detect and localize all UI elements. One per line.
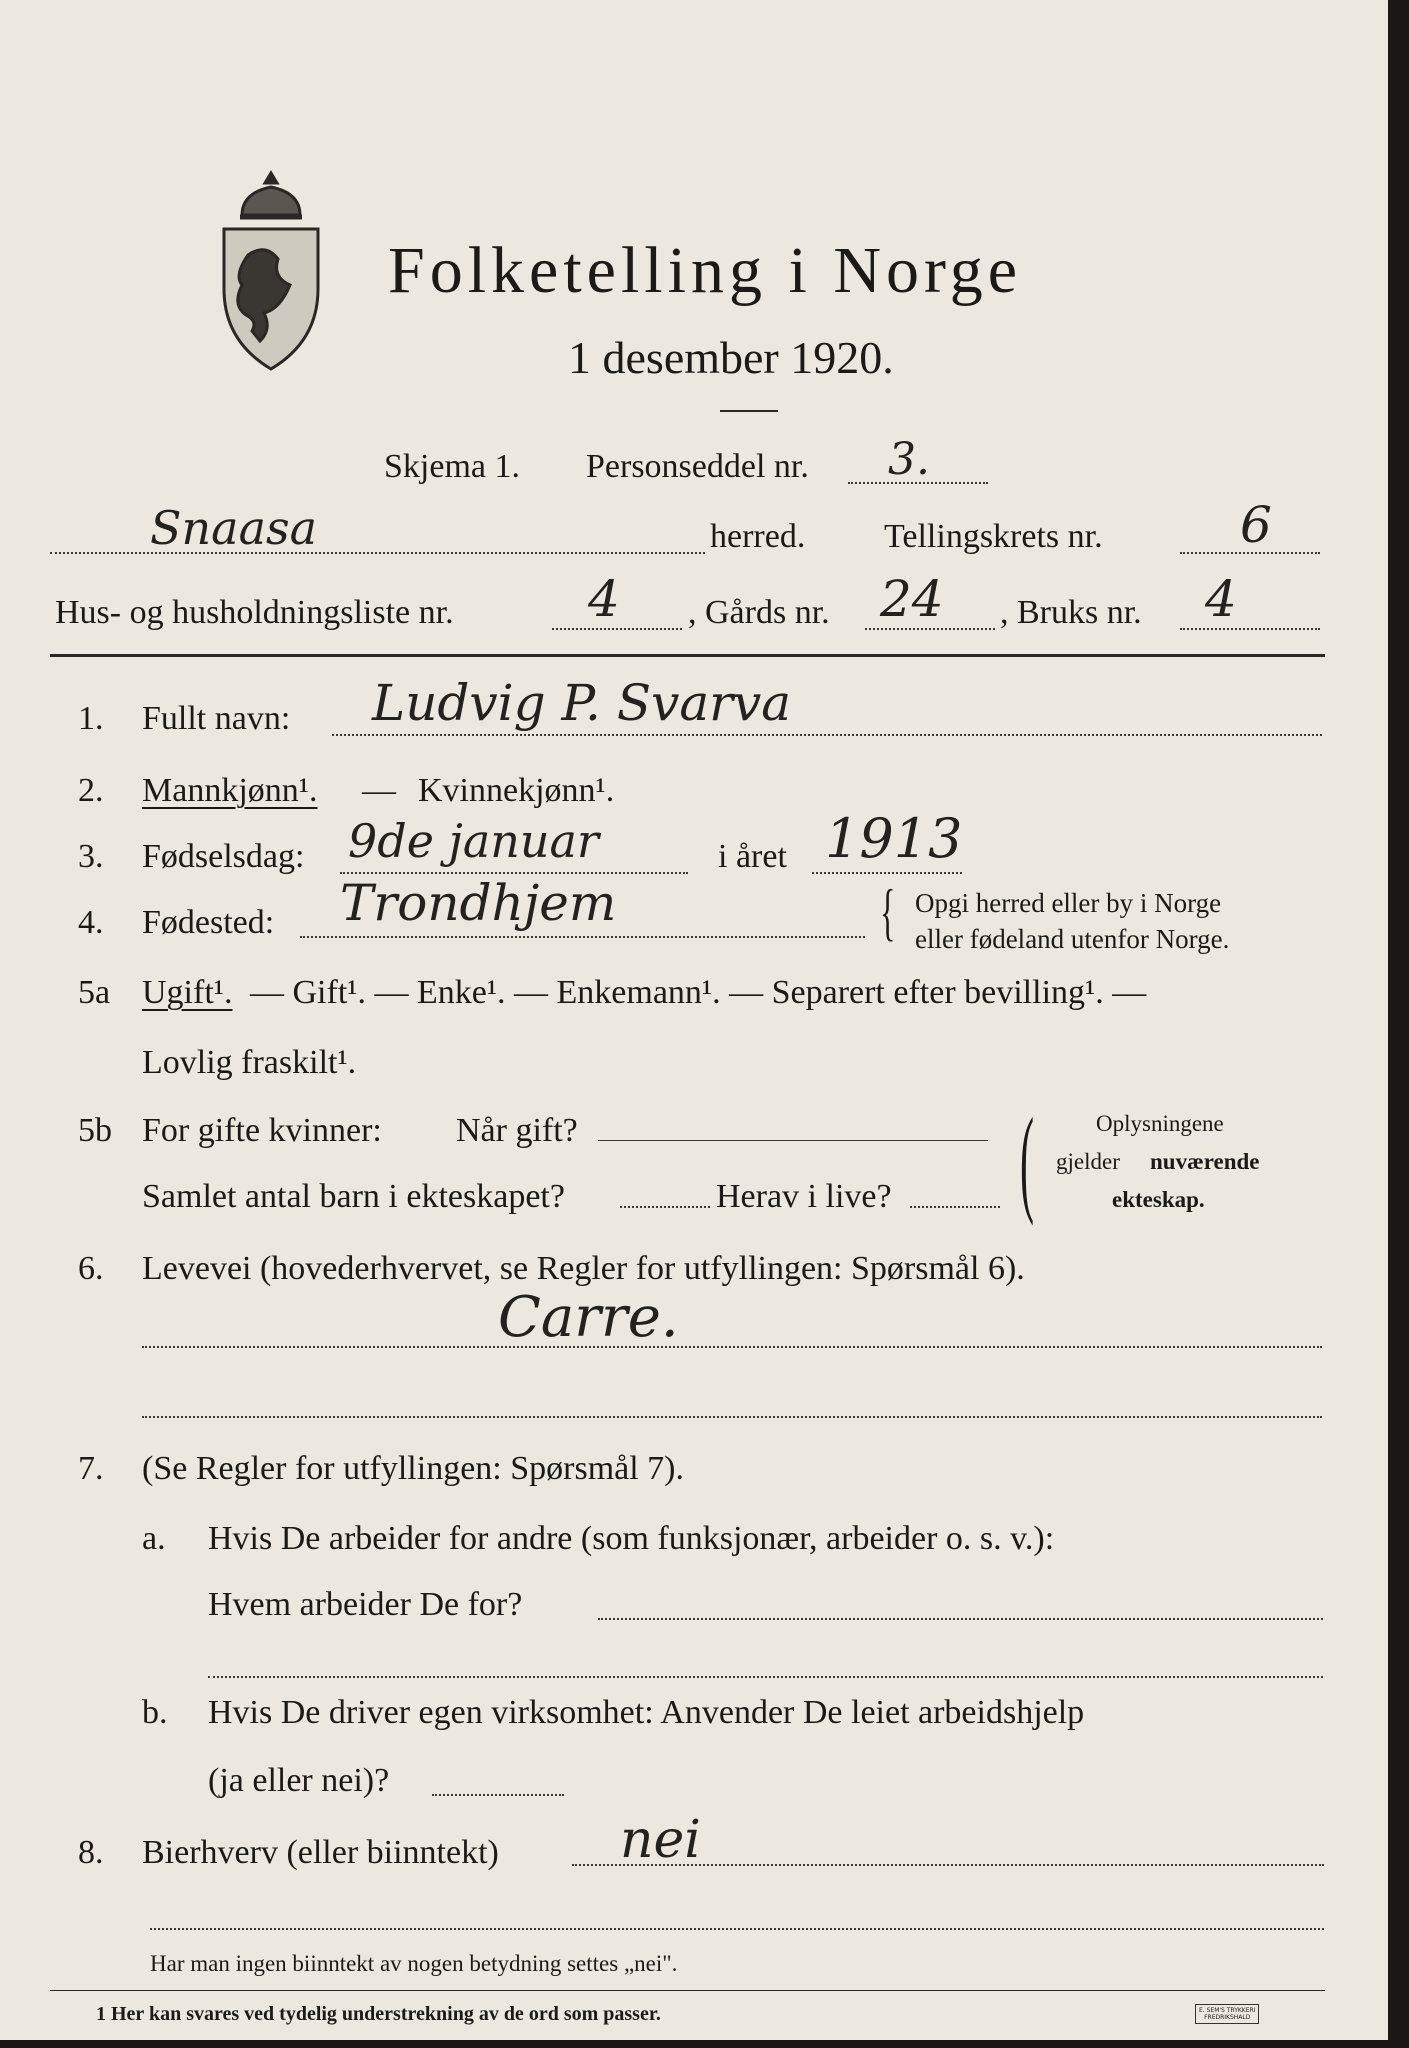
fullt-navn-value[interactable]: Ludvig P. Svarva: [372, 674, 792, 732]
naar-gift-label: Når gift?: [456, 1112, 578, 1149]
skjema-label: Skjema 1.: [384, 448, 520, 485]
q5b-note-line2a: gjelder: [1056, 1149, 1120, 1174]
personseddel-label: Personseddel nr.: [586, 448, 809, 485]
ugift-option[interactable]: Ugift¹.: [142, 974, 233, 1011]
q1-number: 1.: [78, 700, 104, 737]
footer-rule: [50, 1990, 1325, 1991]
q5b-note-line3: ekteskap.: [1112, 1187, 1205, 1212]
hus-value[interactable]: 4: [588, 570, 620, 628]
hus-label: Hus- og husholdningsliste nr.: [55, 594, 454, 631]
gifte-kvinner-label: For gifte kvinner:: [142, 1112, 382, 1149]
q7b-text: Hvis De driver egen virksomhet: Anvender De leiet arbeidshjelp: [208, 1694, 1085, 1731]
fodested-note-line2: eller fødeland utenfor Norge.: [915, 924, 1230, 954]
q8-number: 8.: [78, 1834, 104, 1871]
lovlig-fraskilt-option[interactable]: Lovlig fraskilt¹.: [142, 1044, 357, 1081]
q7-label: (Se Regler for utfyllingen: Spørsmål 7).: [142, 1450, 685, 1487]
ja-eller-nei-label: (ja eller nei)?: [208, 1762, 390, 1799]
footer-note: Har man ingen biinntekt av nogen betydning settes „nei".: [150, 1951, 678, 1976]
q7a-letter: a.: [142, 1520, 166, 1557]
q7a-text: Hvis De arbeider for andre (som funksjonær, arbeider o. s. v.):: [208, 1520, 1055, 1557]
tellingskrets-value[interactable]: 6: [1240, 496, 1272, 554]
q4-number: 4.: [78, 904, 104, 941]
title-divider: [720, 410, 778, 412]
fodested-label: Fødested:: [142, 904, 275, 941]
hvem-arbeider-label: Hvem arbeider De for?: [208, 1586, 523, 1623]
gards-label: , Gårds nr.: [688, 594, 830, 631]
bierhverv-label: Bierhverv (eller biinntekt): [142, 1834, 499, 1871]
header-rule: [50, 654, 1325, 657]
samlet-antal-barn-label: Samlet antal barn i ekteskapet?: [142, 1178, 565, 1215]
q5b-number: 5b: [78, 1112, 112, 1149]
naar-gift-field[interactable]: [598, 1140, 988, 1141]
levevei-value[interactable]: Carre.: [498, 1285, 679, 1350]
q5a-number: 5a: [78, 974, 111, 1011]
fodested-note-line1: Opgi herred eller by i Norge: [915, 888, 1222, 918]
sivilstand-options[interactable]: — Gift¹. — Enke¹. — Enkemann¹. — Separert efter bevilling¹. —: [250, 974, 1147, 1011]
q7-number: 7.: [78, 1450, 104, 1487]
form-date: 1 desember 1920.: [568, 332, 894, 383]
mannkjonn-option[interactable]: Mannkjønn¹.: [142, 772, 318, 809]
herav-i-live-label: Herav i live?: [716, 1178, 892, 1215]
bruks-value[interactable]: 4: [1205, 570, 1237, 628]
q5b-note-line1: Oplysningene: [1096, 1111, 1224, 1136]
tellingskrets-label: Tellingskrets nr.: [884, 518, 1103, 555]
gards-value[interactable]: 24: [880, 570, 944, 628]
herav-i-live-field[interactable]: [910, 1206, 1000, 1208]
q2-separator: —: [362, 772, 396, 809]
levevei-label: Levevei (hovederhvervet, se Regler for utfyllingen: Spørsmål 6).: [142, 1250, 1025, 1287]
coat-of-arms-icon: [212, 165, 330, 375]
fullt-navn-label: Fullt navn:: [142, 700, 291, 737]
bruks-label: , Bruks nr.: [1000, 594, 1142, 631]
form-title: Folketelling i Norge: [388, 234, 1023, 307]
q6-number: 6.: [78, 1250, 104, 1287]
bierhverv-value[interactable]: nei: [620, 1810, 701, 1870]
q5b-bracket: (: [1020, 1093, 1034, 1226]
ja-eller-nei-field[interactable]: [432, 1794, 564, 1796]
hvem-arbeider-field[interactable]: [598, 1618, 1323, 1620]
personseddel-value[interactable]: 3.: [888, 434, 930, 485]
fodested-brace: {: [880, 876, 896, 947]
fodested-value[interactable]: Trondhjem: [340, 874, 617, 932]
samlet-antal-barn-field[interactable]: [620, 1206, 710, 1208]
fodselsar-value[interactable]: 1913: [825, 807, 963, 870]
i-aret-label: i året: [718, 838, 787, 875]
q2-number: 2.: [78, 772, 104, 809]
kvinnekjonn-option[interactable]: Kvinnekjønn¹.: [418, 772, 615, 809]
herred-value[interactable]: Snaasa: [150, 501, 318, 555]
q5b-note-line2b: nuværende: [1150, 1149, 1260, 1174]
levevei-extra-line[interactable]: [142, 1416, 1322, 1418]
printer-stamp: E. SEM'S TRYKKERI FREDRIKSHALD: [1195, 2004, 1259, 2024]
fodselsdag-label: Fødselsdag:: [142, 838, 305, 875]
q7b-letter: b.: [142, 1694, 168, 1731]
herred-label: herred.: [710, 518, 806, 555]
q3-number: 3.: [78, 838, 104, 875]
fodselsdag-value[interactable]: 9de januar: [348, 814, 599, 868]
footnote: 1 Her kan svares ved tydelig understrekning av de ord som passer.: [96, 2003, 661, 2025]
